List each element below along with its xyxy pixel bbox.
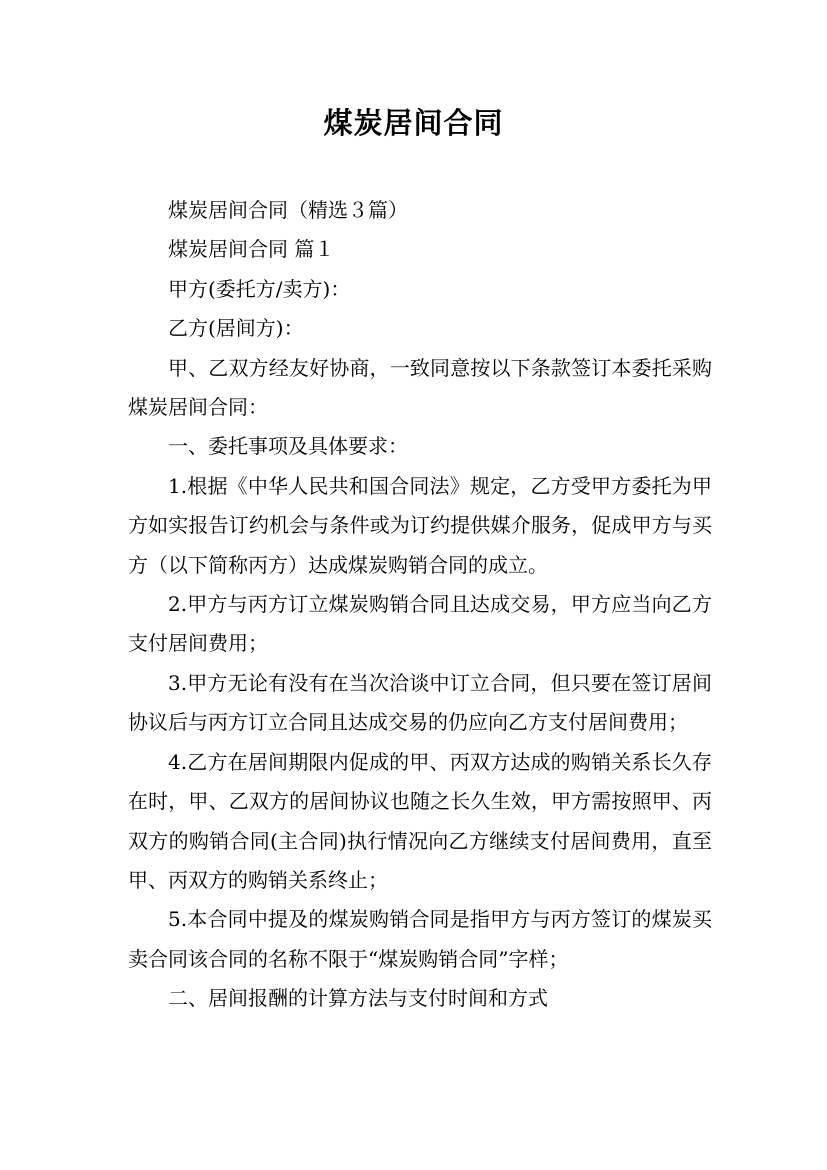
paragraph-clause-1-1: 1.根据《中华人民共和国合同法》规定，乙方受甲方委托为甲方如实报告订约机会与条件或为订约提供媒介服务，促成甲方与买方（以下简称丙方）达成煤炭购销合同的成立。 [128, 473, 712, 577]
paragraph-section-heading: 煤炭居间合同 篇１ [168, 237, 335, 262]
paragraph-preamble: 甲、乙双方经友好协商，一致同意按以下条款签订本委托采购煤炭居间合同： [128, 355, 712, 420]
document-title: 煤炭居间合同 [323, 106, 504, 140]
paragraph-party-b: 乙方(居间方)： [168, 316, 304, 341]
paragraph-party-a: 甲方(委托方/卖方)： [168, 276, 351, 301]
paragraph-subtitle: 煤炭居间合同（精选３篇） [168, 198, 408, 222]
paragraph-clause-1-5: 5.本合同中提及的煤炭购销合同是指甲方与丙方签订的煤炭买卖合同该合同的名称不限于“煤炭购销合同”字样； [128, 907, 712, 971]
document-body [128, 191, 712, 1019]
paragraph-clause-heading-1: 一、委托事项及具体要求： [168, 434, 408, 459]
paragraph-clause-1-4: 4.乙方在居间期限内促成的甲、丙双方达成的购销关系长久存在时，甲、乙双方的居间协议也随之长久生效，甲方需按照甲、丙双方的购销合同(主合同)执行情况向乙方继续支付居间费用，直至甲、丙双方的购销关系终止； [128, 749, 712, 892]
paragraph-clause-1-3: 3.甲方无论有没有在当次洽谈中订立合同，但只要在签订居间协议后与丙方订立合同且达成交易的仍应向乙方支付居间费用； [128, 670, 712, 735]
paragraph-clause-heading-2: 二、居间报酬的计算方法与支付时间和方式 [168, 986, 548, 1011]
paragraph-clause-1-2: 2.甲方与丙方订立煤炭购销合同且达成交易，甲方应当向乙方支付居间费用； [128, 592, 712, 656]
